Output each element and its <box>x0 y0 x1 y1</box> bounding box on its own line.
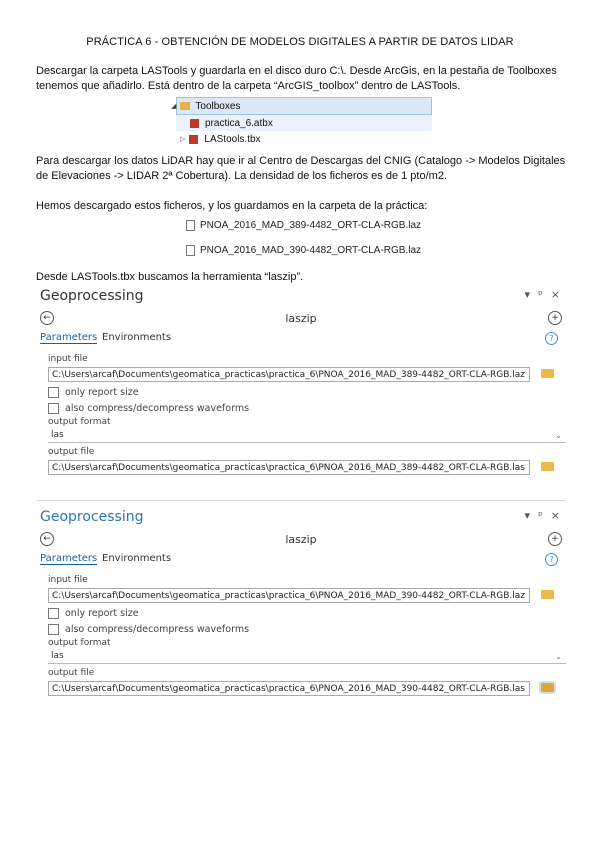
tree-item-toolboxes[interactable] <box>171 97 432 115</box>
geoprocessing-panel <box>36 285 566 477</box>
output-format-label: output format <box>48 638 111 648</box>
only-report-size-checkbox[interactable] <box>36 384 566 400</box>
chevron-down-icon[interactable]: ⌄ <box>555 431 562 440</box>
collapse-arrow-icon[interactable]: ◢ <box>171 103 177 110</box>
close-icon[interactable]: × <box>550 509 560 522</box>
tree-item-label: practica_6.atbx <box>205 117 273 129</box>
toolbox-icon <box>190 119 199 128</box>
select-value: las <box>51 651 64 661</box>
file-name: PNOA_2016_MAD_389-4482_ORT-CLA-RGB.laz <box>200 220 422 231</box>
close-icon[interactable]: × <box>550 288 560 301</box>
tree-item-label: LAStools.tbx <box>204 133 261 145</box>
back-icon[interactable]: ← <box>40 532 54 546</box>
waveforms-checkbox[interactable] <box>36 400 566 416</box>
tool-row <box>36 307 566 329</box>
output-file-field[interactable]: C:\Users\arcaf\Documents\geomatica_practicas\practica_6\PNOA_2016_MAD_390-4482_ORT-CLA-RGB.las <box>48 681 530 696</box>
tab-parameters[interactable]: Parameters <box>40 332 98 343</box>
browse-folder-icon[interactable] <box>541 683 554 692</box>
input-file-label: input file <box>48 575 88 585</box>
paragraph-cnig-download: Para descargar los datos LiDAR hay que ir al Centro de Descargas del CNIG (Catalogo -> Modelos Digitales de Elevaciones -> LIDAR 2ª Cobertura). La densidad de los ficheros es de 1 pto/m2. <box>36 155 566 182</box>
checkbox-box[interactable] <box>48 403 59 414</box>
file-item <box>186 245 421 256</box>
pin-icon[interactable]: ᵖ <box>538 509 543 522</box>
browse-folder-icon[interactable] <box>541 462 554 471</box>
dropdown-icon[interactable]: ▾ <box>524 509 531 522</box>
tool-name: laszip <box>285 532 317 546</box>
panel-tabs <box>36 550 566 570</box>
toolbox-folder-icon <box>180 102 190 110</box>
browse-folder-icon[interactable] <box>541 369 554 378</box>
paragraph-download-lastools: Descargar la carpeta LASTools y guardarla en el disco duro C:\. Desde ArcGis, en la pestaña de Toolboxes tenemos que añadirlo. Está dentro de la carpeta “ArcGIS_toolbox” dentro de LASTools. <box>36 65 557 92</box>
back-icon[interactable]: ← <box>40 311 54 325</box>
checkbox-label: only report size <box>65 607 139 619</box>
file-name: PNOA_2016_MAD_390-4482_ORT-CLA-RGB.laz <box>200 245 422 256</box>
checkbox-label: also compress/decompress waveforms <box>65 402 250 414</box>
panel-controls <box>525 509 560 522</box>
tab-environments[interactable]: Environments <box>102 553 172 564</box>
waveforms-checkbox[interactable] <box>36 621 566 637</box>
output-format-label: output format <box>48 417 111 427</box>
output-format-select[interactable] <box>48 428 566 443</box>
only-report-size-checkbox[interactable] <box>36 605 566 621</box>
panel-title: Geoprocessing <box>40 509 144 525</box>
input-file-field[interactable]: C:\Users\arcaf\Documents\geomatica_practicas\practica_6\PNOA_2016_MAD_389-4482_ORT-CLA-RGB.laz <box>48 367 530 382</box>
output-file-label: output file <box>48 447 95 457</box>
dropdown-icon[interactable]: ▾ <box>524 288 531 301</box>
panel-controls <box>525 288 560 301</box>
select-value: las <box>51 430 64 440</box>
output-file-label: output file <box>48 668 95 678</box>
checkbox-box[interactable] <box>48 608 59 619</box>
paragraph-laszip: Desde LASTools.tbx buscamos la herramienta “laszip”. <box>36 271 304 283</box>
file-item <box>186 220 421 231</box>
checkbox-label: also compress/decompress waveforms <box>65 623 250 635</box>
add-icon[interactable]: + <box>548 532 562 546</box>
tree-item-lastools-tbx[interactable] <box>176 131 432 147</box>
tool-name: laszip <box>285 311 317 325</box>
tab-parameters[interactable]: Parameters <box>40 553 98 564</box>
divider <box>36 500 566 501</box>
output-format-select[interactable] <box>48 649 566 664</box>
panel-header <box>36 506 566 528</box>
input-file-field[interactable]: C:\Users\arcaf\Documents\geomatica_practicas\practica_6\PNOA_2016_MAD_390-4482_ORT-CLA-RGB.laz <box>48 588 530 603</box>
tool-row <box>36 528 566 550</box>
file-icon <box>186 220 195 231</box>
output-file-field[interactable]: C:\Users\arcaf\Documents\geomatica_practicas\practica_6\PNOA_2016_MAD_389-4482_ORT-CLA-RGB.las <box>48 460 530 475</box>
chevron-down-icon[interactable]: ⌄ <box>555 652 562 661</box>
panel-title: Geoprocessing <box>40 288 144 304</box>
tab-environments[interactable]: Environments <box>102 332 172 343</box>
tree-item-practica-atbx[interactable] <box>176 115 432 131</box>
checkbox-box[interactable] <box>48 624 59 635</box>
help-icon[interactable]: ? <box>545 553 558 566</box>
checkbox-label: only report size <box>65 386 139 398</box>
file-icon <box>186 245 195 256</box>
panel-tabs <box>36 329 566 349</box>
toolbox-icon <box>189 135 198 144</box>
add-icon[interactable]: + <box>548 311 562 325</box>
document-title: PRÁCTICA 6 - OBTENCIÓN DE MODELOS DIGITALES A PARTIR DE DATOS LIDAR <box>86 36 514 48</box>
geoprocessing-panel <box>36 506 566 698</box>
browse-folder-icon[interactable] <box>541 590 554 599</box>
tree-item-label: Toolboxes <box>195 100 241 112</box>
input-file-label: input file <box>48 354 88 364</box>
paragraph-files-saved: Hemos descargado estos ficheros, y los guardamos en la carpeta de la práctica: <box>36 200 428 212</box>
help-icon[interactable]: ? <box>545 332 558 345</box>
checkbox-box[interactable] <box>48 387 59 398</box>
pin-icon[interactable]: ᵖ <box>538 288 543 301</box>
panel-header <box>36 285 566 307</box>
toolbox-tree <box>171 97 432 147</box>
expand-arrow-icon[interactable]: ▷ <box>180 136 186 143</box>
